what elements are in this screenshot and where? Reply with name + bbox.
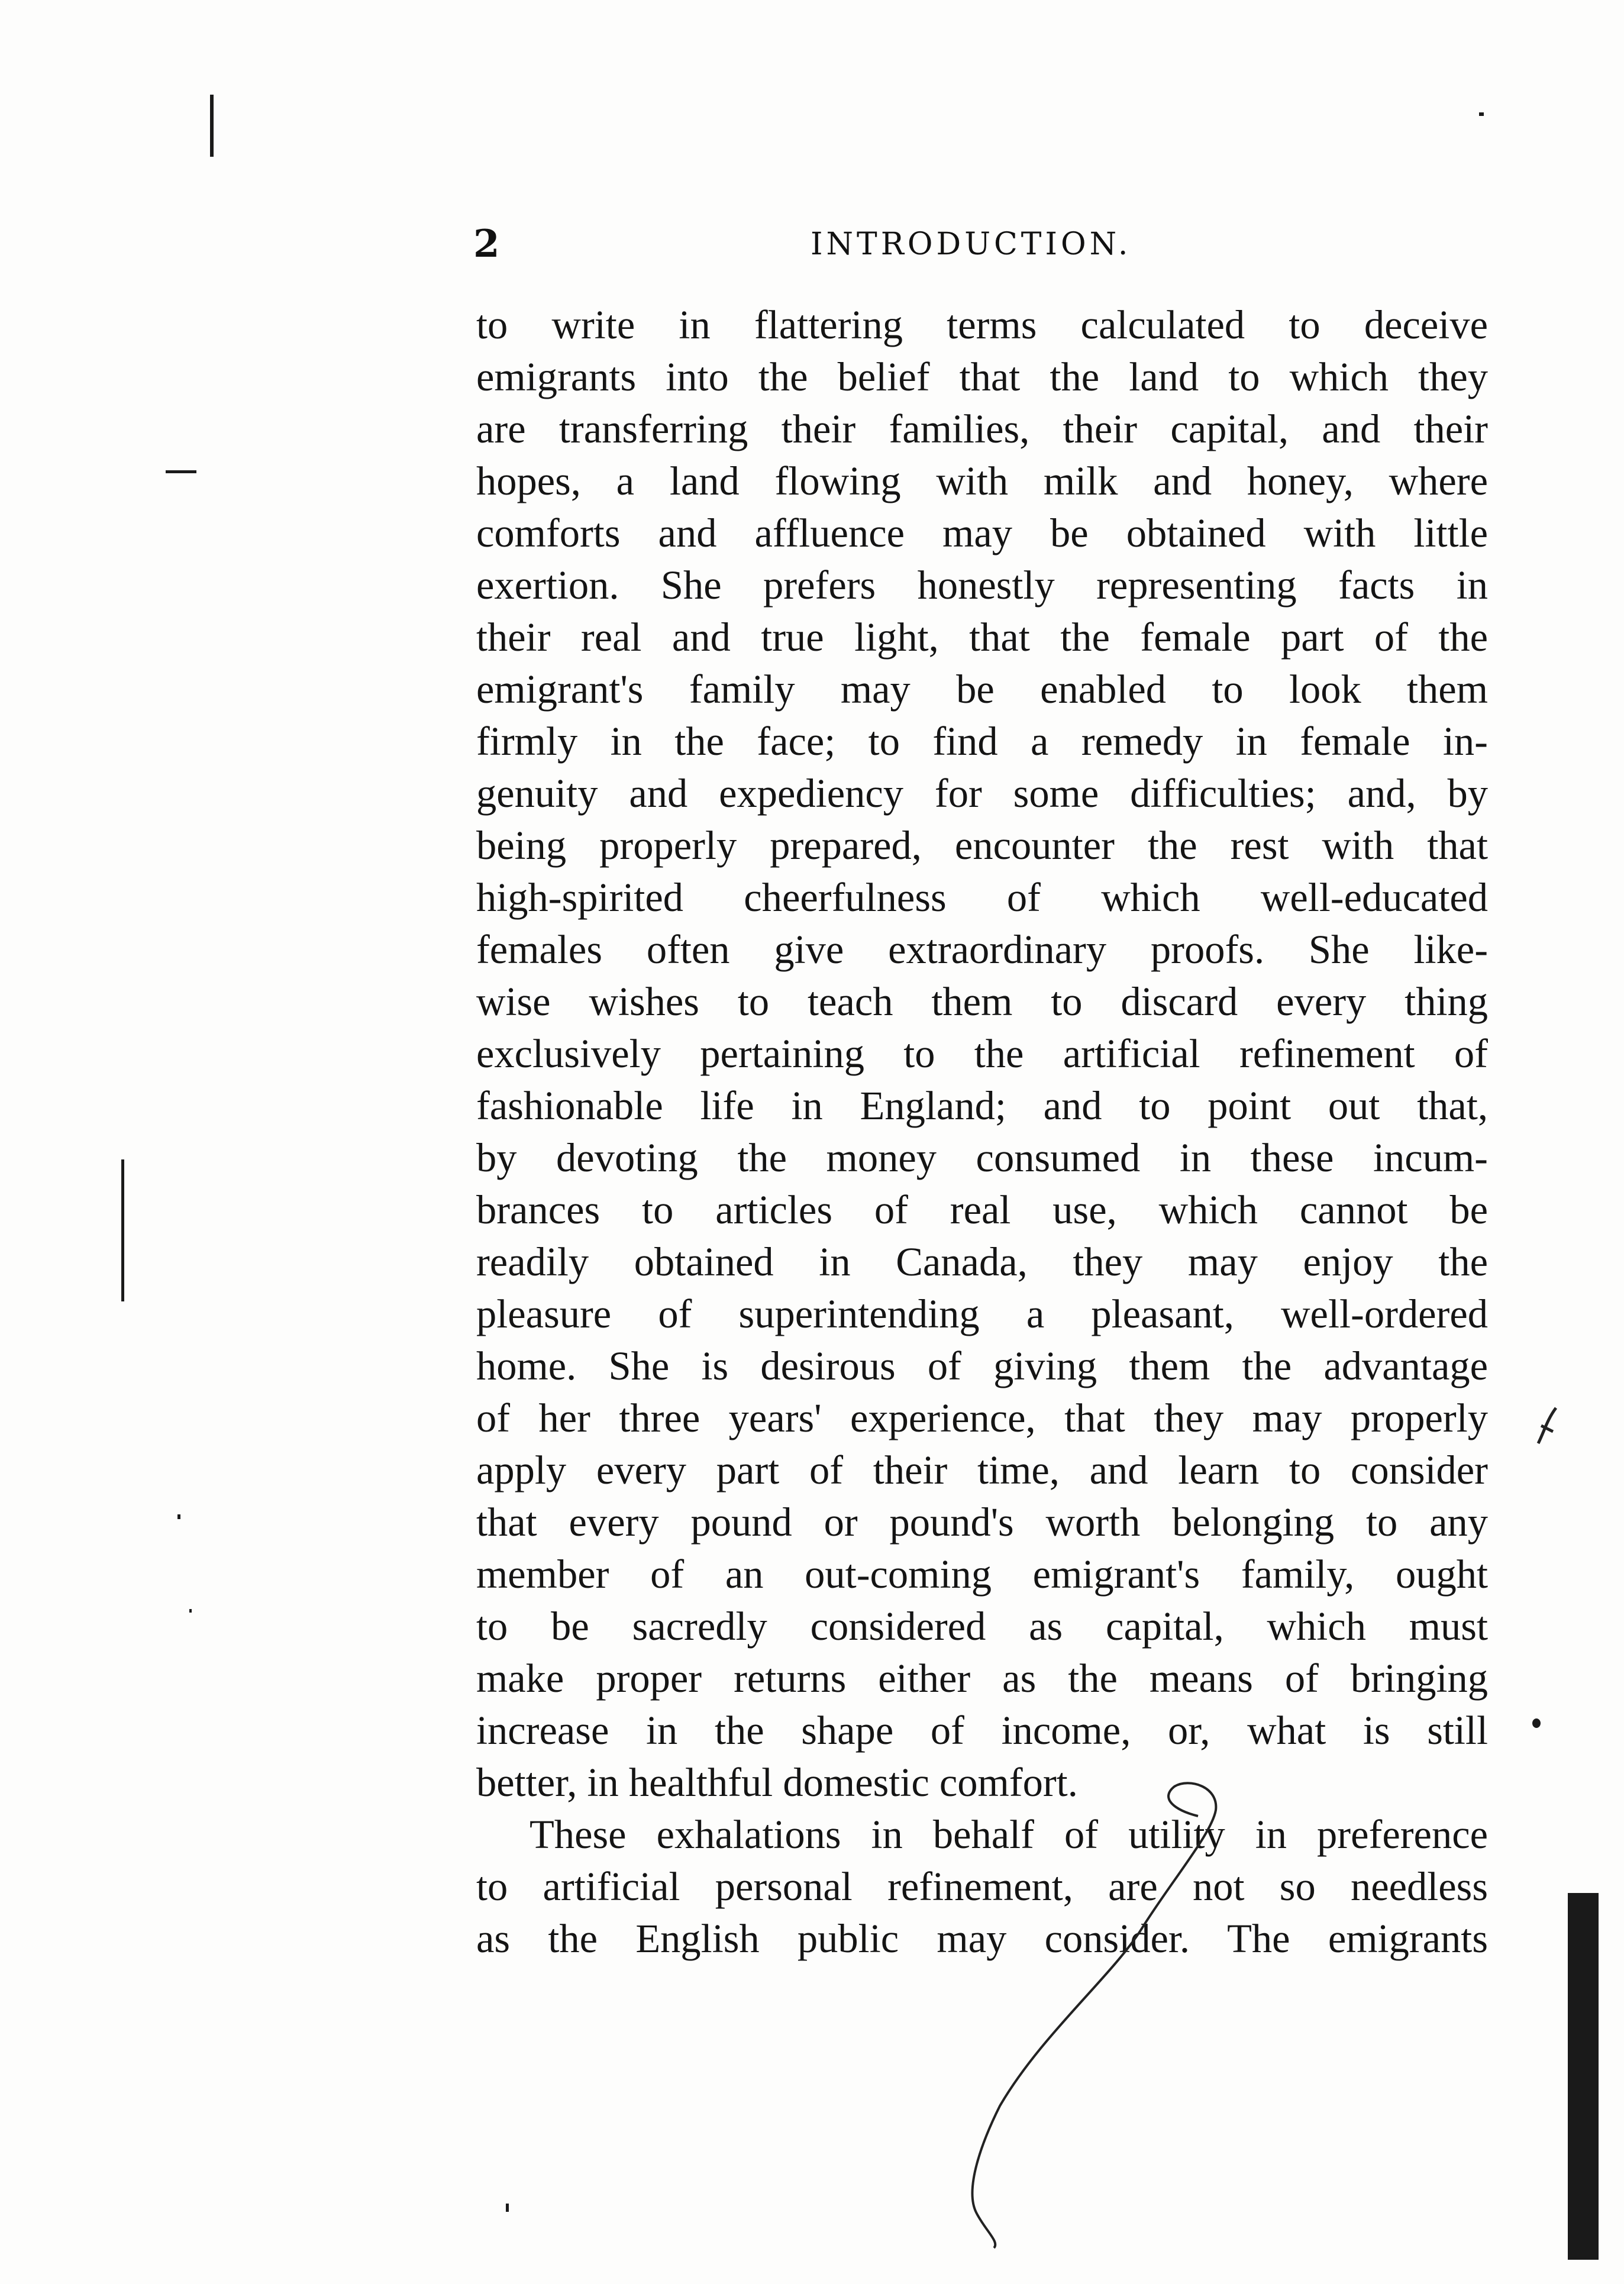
text-line: as the English public may consider. The emigrants xyxy=(476,1916,1488,1961)
text-line: member of an out-coming emigrant's family, ought xyxy=(476,1552,1488,1597)
text-line: being properly prepared, encounter the rest with that xyxy=(476,823,1488,868)
text-line: that every pound or pound's worth belonging to any xyxy=(476,1500,1488,1545)
text-line: pleasure of superintending a pleasant, well-ordered xyxy=(476,1291,1488,1336)
text-line: to be sacredly considered as capital, which must xyxy=(476,1604,1488,1649)
text-line: of her three years' experience, that they may properly xyxy=(476,1395,1488,1440)
text-line: wise wishes to teach them to discard every thing xyxy=(476,979,1488,1024)
text-line: to write in flattering terms calculated to deceive xyxy=(476,302,1488,347)
text-line: fashionable life in England; and to point out that, xyxy=(476,1083,1488,1128)
text-line: home. She is desirous of giving them the advantage xyxy=(476,1343,1488,1388)
text-line: readily obtained in Canada, they may enjoy the xyxy=(476,1239,1488,1284)
text-line: emigrants into the belief that the land to which they xyxy=(476,354,1488,399)
text-line: by devoting the money consumed in these incum- xyxy=(476,1135,1488,1180)
text-line: their real and true light, that the female part of the xyxy=(476,615,1488,660)
text-line: are transferring their families, their capital, and their xyxy=(476,406,1488,451)
running-head: INTRODUCTION. xyxy=(811,227,1132,262)
page-number: 2 xyxy=(473,222,500,266)
text-line: exclusively pertaining to the artificial refinement of xyxy=(476,1031,1488,1076)
text-line: females often give extraordinary proofs. She like- xyxy=(476,927,1488,972)
paragraph-start-line: These exhalations in behalf of utility in preference xyxy=(530,1812,1488,1857)
text-line: firmly in the face; to find a remedy in female in- xyxy=(476,719,1488,764)
text-line: make proper returns either as the means of bringing xyxy=(476,1656,1488,1701)
text-line: increase in the shape of income, or, what is still xyxy=(476,1708,1488,1753)
text-line: brances to articles of real use, which cannot be xyxy=(476,1187,1488,1232)
text-line: to artificial personal refinement, are not so needless xyxy=(476,1864,1488,1909)
text-line: apply every part of their time, and learn to consider xyxy=(476,1448,1488,1492)
text-line: comforts and affluence may be obtained with little xyxy=(476,511,1488,555)
text-line: hopes, a land flowing with milk and honey, where xyxy=(476,458,1488,503)
paragraph-end-line: better, in healthful domestic comfort. xyxy=(476,1760,1078,1805)
text-line: exertion. She prefers honestly representing facts in xyxy=(476,563,1488,608)
text-line: high-spirited cheerfulness of which well-educated xyxy=(476,875,1488,920)
text-line: emigrant's family may be enabled to look them xyxy=(476,667,1488,712)
text-line: genuity and expediency for some difficulties; and, by xyxy=(476,771,1488,816)
